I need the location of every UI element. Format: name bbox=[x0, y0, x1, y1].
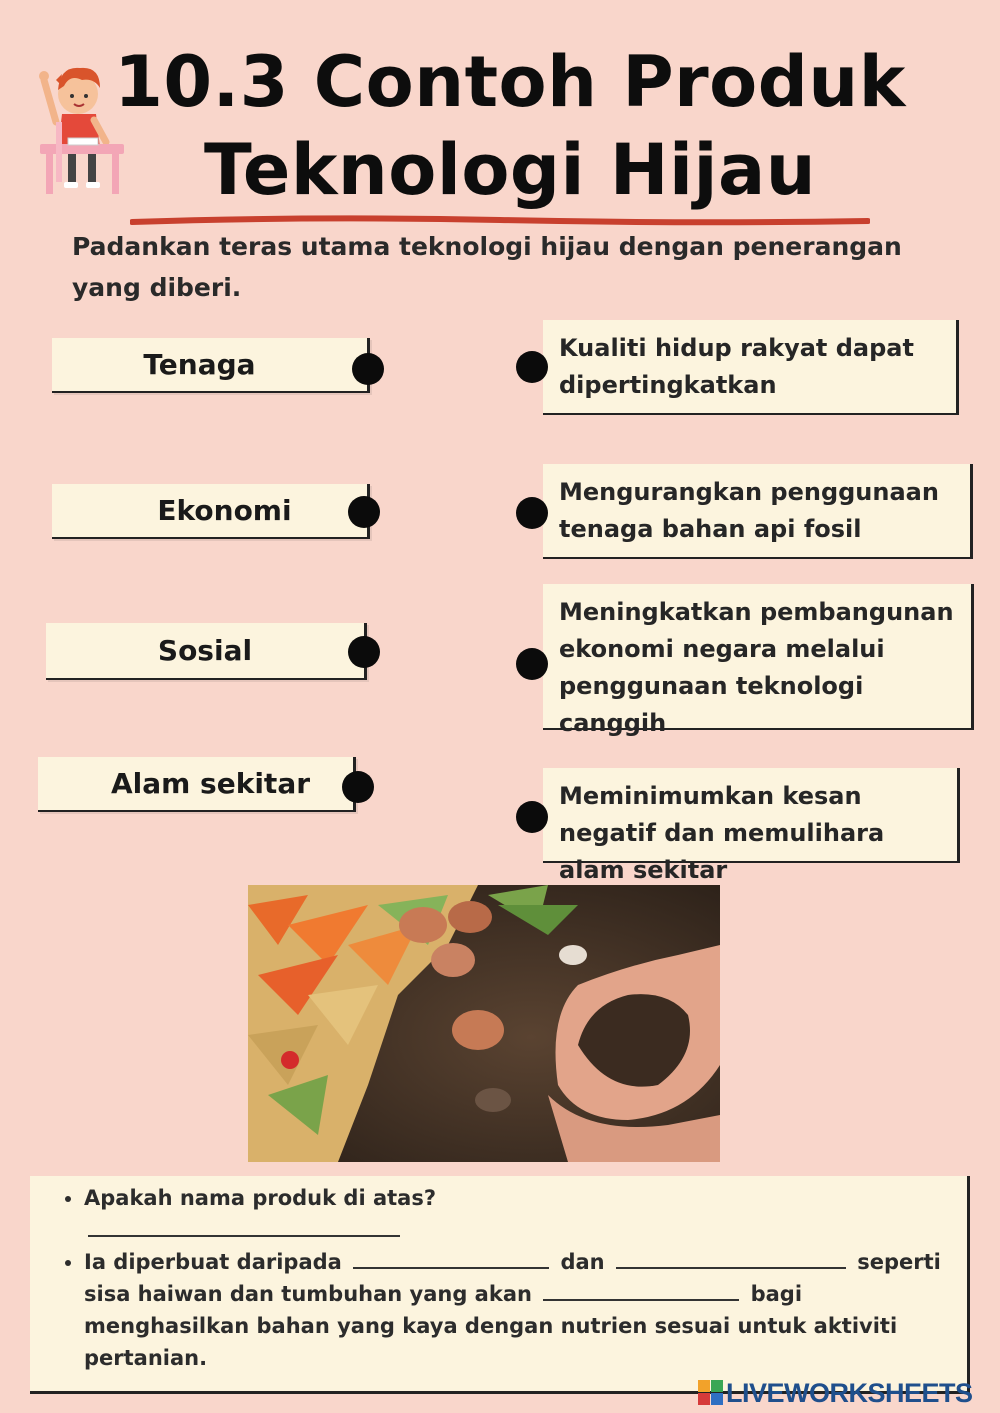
right-dot-2[interactable] bbox=[516, 497, 548, 529]
question-2-part1: Ia diperbuat daripada bbox=[84, 1250, 342, 1274]
question-2-part2: seperti sisa haiwan dan tumbuhan yang akan bbox=[84, 1250, 941, 1306]
left-dot-alam-sekitar[interactable] bbox=[342, 771, 374, 803]
left-box-sosial bbox=[46, 623, 367, 680]
right-dot-4[interactable] bbox=[516, 801, 548, 833]
left-dot-ekonomi[interactable] bbox=[348, 496, 380, 528]
left-box-ekonomi bbox=[52, 484, 370, 539]
answer-blank-3[interactable] bbox=[616, 1247, 846, 1269]
left-label-ekonomi: Ekonomi bbox=[157, 494, 292, 527]
question-1 bbox=[84, 1182, 953, 1246]
left-label-sosial: Sosial bbox=[157, 634, 253, 667]
left-box-alam-sekitar bbox=[38, 757, 356, 812]
title-line-1: 10.3 Contoh Produk bbox=[114, 41, 906, 123]
questions-box bbox=[30, 1176, 970, 1394]
answer-blank-4[interactable] bbox=[543, 1279, 739, 1301]
logo-blocks-icon bbox=[698, 1380, 724, 1406]
right-box-4 bbox=[543, 768, 960, 884]
left-dot-sosial[interactable] bbox=[348, 636, 380, 668]
left-label-tenaga: Tenaga bbox=[143, 348, 256, 381]
right-box-3 bbox=[543, 584, 974, 737]
brand-name: LIVEWORKSHEETS bbox=[726, 1377, 973, 1408]
title-line-2: Teknologi Hijau bbox=[203, 129, 817, 211]
left-box-tenaga bbox=[52, 338, 370, 393]
right-dot-3[interactable] bbox=[516, 648, 548, 680]
page-title bbox=[100, 38, 920, 214]
right-dot-1[interactable] bbox=[516, 351, 548, 383]
question-2-and: dan bbox=[560, 1250, 605, 1274]
question-2-part3: bagi menghasilkan bahan yang kaya dengan nutrien sesuai untuk aktiviti pertanian. bbox=[84, 1282, 898, 1370]
compost-photo bbox=[248, 885, 720, 1162]
right-box-1 bbox=[543, 320, 959, 415]
right-text-1: Kualiti hidup rakyat dapat dipertingkatkan bbox=[559, 334, 914, 399]
answer-blank-2[interactable] bbox=[353, 1247, 549, 1269]
left-dot-tenaga[interactable] bbox=[352, 353, 384, 385]
instruction-text: Padankan teras utama teknologi hijau dengan penerangan yang diberi. bbox=[72, 232, 902, 302]
answer-blank-1[interactable] bbox=[88, 1215, 400, 1237]
liveworksheets-logo bbox=[698, 1378, 973, 1408]
left-label-alam-sekitar: Alam sekitar bbox=[110, 767, 311, 800]
right-text-2: Mengurangkan penggunaan tenaga bahan api fosil bbox=[559, 478, 939, 543]
question-2 bbox=[84, 1246, 953, 1374]
right-text-4: Meminimumkan kesan negatif dan memulihara alam sekitar bbox=[559, 782, 885, 884]
right-text-3: Meningkatkan pembangunan ekonomi negara melalui penggunaan teknologi canggih bbox=[559, 598, 954, 737]
question-1-text: Apakah nama produk di atas? bbox=[84, 1186, 437, 1210]
right-box-2 bbox=[543, 464, 973, 559]
